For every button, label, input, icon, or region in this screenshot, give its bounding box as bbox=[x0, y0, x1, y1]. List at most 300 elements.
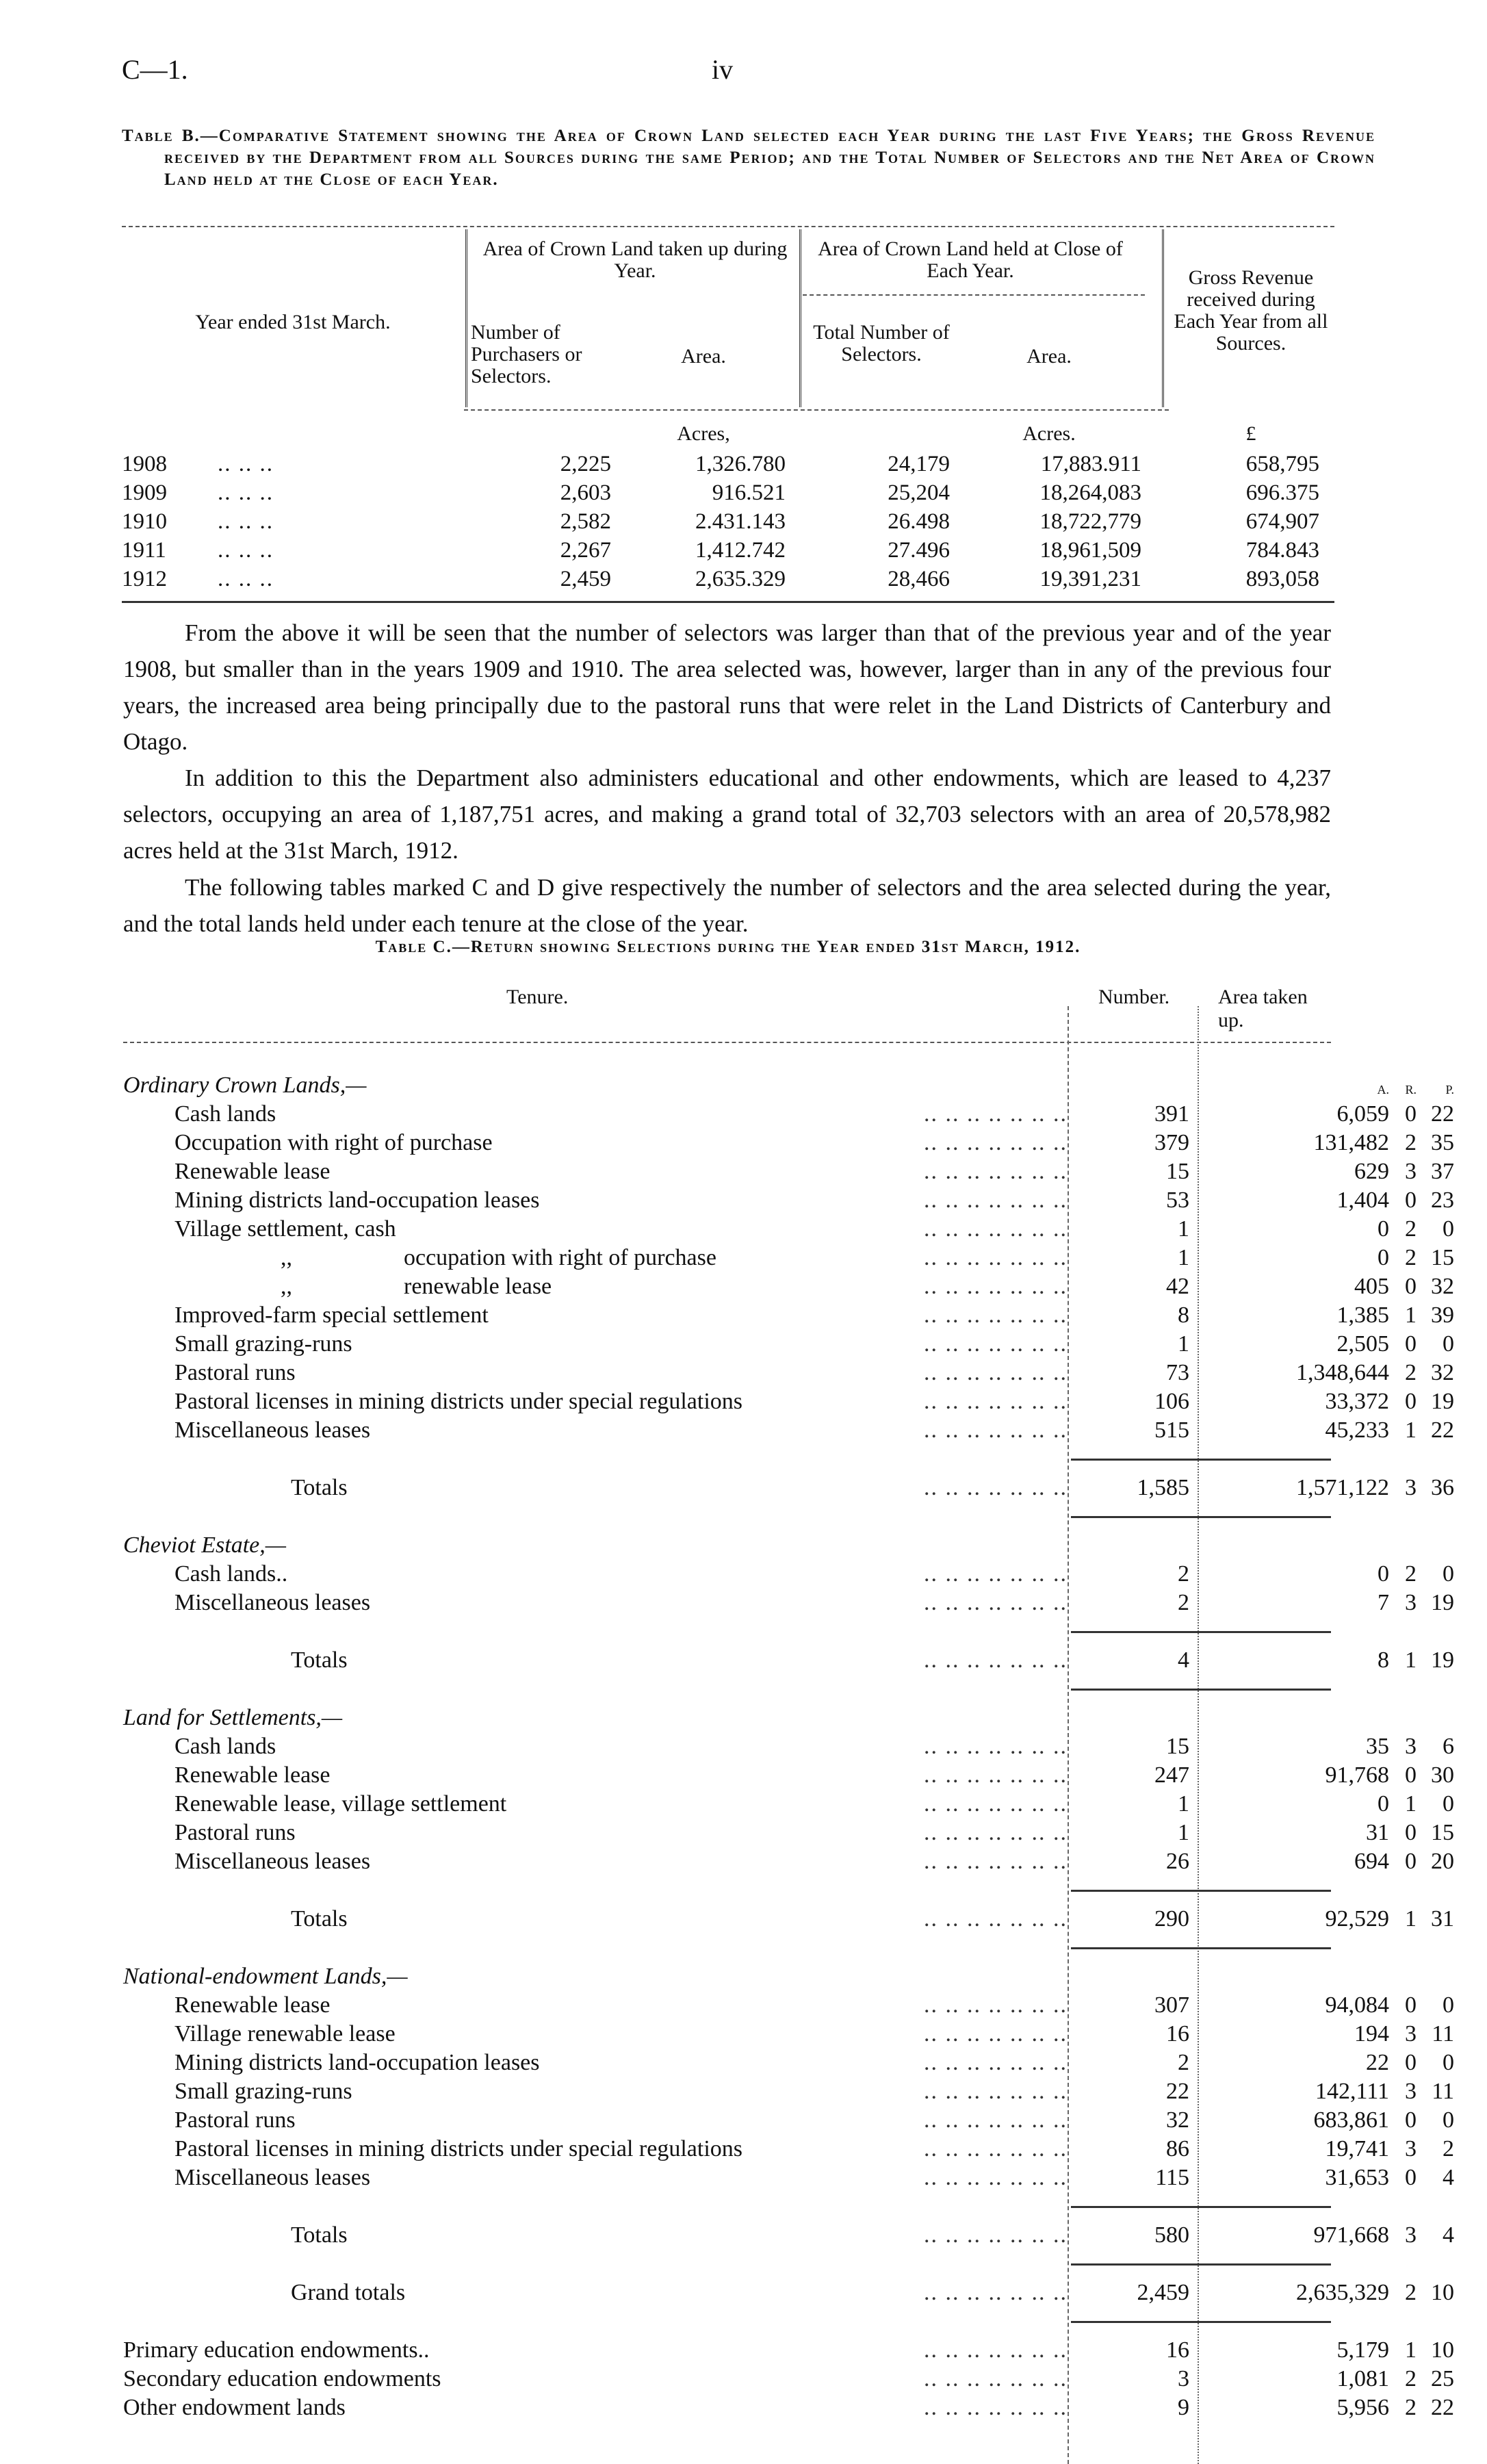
number-cell: 73 bbox=[1166, 1360, 1189, 1385]
total-rule bbox=[1071, 1459, 1331, 1461]
acres-cell: 2,635,329 bbox=[1296, 2280, 1389, 2305]
table-row bbox=[123, 1531, 1331, 1560]
roods-cell: 3 bbox=[1405, 2136, 1417, 2161]
acres-cell: 35 bbox=[1366, 1734, 1389, 1759]
perches-cell: 2 bbox=[1443, 2136, 1454, 2161]
acres-cell: 194 bbox=[1354, 2021, 1389, 2046]
perches-cell: 30 bbox=[1431, 1762, 1454, 1788]
roods-cell: 1 bbox=[1405, 1906, 1417, 1932]
area-taken-cell: 2,635.329 bbox=[695, 567, 786, 591]
roods-cell: 0 bbox=[1405, 2050, 1417, 2075]
perches-cell: 25 bbox=[1431, 2366, 1454, 2391]
table-row bbox=[122, 480, 1334, 509]
table-row bbox=[123, 1474, 1454, 1502]
year-cell: 1909 bbox=[122, 480, 167, 505]
number-cell: 8 bbox=[1178, 1302, 1189, 1328]
total-rule bbox=[1071, 1689, 1331, 1691]
area-taken-cell: 916.521 bbox=[712, 480, 786, 505]
roods-cell: 1 bbox=[1405, 1417, 1417, 1443]
number-cell: 42 bbox=[1166, 1274, 1189, 1299]
acres-cell: 45,233 bbox=[1325, 1417, 1389, 1443]
table-row bbox=[123, 2135, 1454, 2164]
tenure-label: Miscellaneous leases bbox=[174, 1589, 376, 1617]
table-row bbox=[123, 1790, 1454, 1819]
leader-dots: .. .. .. .. .. .. .. bbox=[924, 2021, 1068, 2046]
table-row bbox=[123, 1272, 1454, 1301]
tenure-label: Village settlement, cash bbox=[174, 1215, 402, 1244]
year-cell: 1910 bbox=[122, 509, 167, 534]
tenure-label bbox=[281, 1244, 722, 1272]
acres-cell: 0 bbox=[1378, 1561, 1389, 1587]
perches-cell: 22 bbox=[1431, 1101, 1454, 1127]
number-cell: 86 bbox=[1166, 2136, 1189, 2161]
table-row bbox=[123, 2077, 1454, 2106]
table-row bbox=[123, 2279, 1454, 2307]
roods-cell: 0 bbox=[1405, 1331, 1417, 1357]
perches-cell: 0 bbox=[1443, 1561, 1454, 1587]
document-reference: C—1. bbox=[122, 54, 188, 85]
table-row bbox=[123, 1071, 1454, 1100]
total-selectors-cell: 26.498 bbox=[888, 509, 950, 534]
acres-cell: 22 bbox=[1366, 2050, 1389, 2075]
roods-cell: 1 bbox=[1405, 2337, 1417, 2363]
table-c-caption: Table C.—Return showing Selections during the Year ended 31st March, 1912. bbox=[375, 938, 1081, 956]
table-row bbox=[123, 1129, 1454, 1157]
total-rule bbox=[1071, 1631, 1331, 1633]
leader-dots: .. .. .. .. .. .. .. bbox=[924, 2107, 1068, 2133]
number-cell: 391 bbox=[1154, 1101, 1189, 1127]
perches-cell: 32 bbox=[1431, 1360, 1454, 1385]
leader-dots: .. .. .. .. .. .. .. bbox=[924, 2280, 1068, 2305]
table-row bbox=[123, 1244, 1454, 1272]
header-total-selectors: Total Number of Selectors. bbox=[813, 321, 950, 365]
revenue-cell: 784.843 bbox=[1245, 538, 1319, 563]
acres-cell: 31,653 bbox=[1325, 2165, 1389, 2190]
table-row bbox=[122, 509, 1334, 538]
number-cell: 515 bbox=[1154, 1417, 1189, 1443]
leader-dots: .. .. .. .. .. .. .. bbox=[924, 2136, 1068, 2161]
number-cell: 26 bbox=[1166, 1849, 1189, 1874]
year-cell: 1912 bbox=[122, 567, 167, 591]
table-row bbox=[123, 1732, 1454, 1761]
leader-dots: .. .. .. .. .. .. .. bbox=[924, 1389, 1068, 1414]
acres-cell: 0 bbox=[1378, 1245, 1389, 1270]
acres-cell: 33,372 bbox=[1325, 1389, 1389, 1414]
totals-label: Grand totals bbox=[291, 2279, 411, 2307]
roods-cell: 3 bbox=[1405, 1734, 1417, 1759]
perches-cell: 0 bbox=[1443, 1791, 1454, 1817]
header-area-held: Area. bbox=[1026, 345, 1072, 368]
revenue-cell: 893,058 bbox=[1245, 567, 1319, 591]
section-heading: Ordinary Crown Lands,— bbox=[123, 1071, 372, 1100]
acres-cell: 0 bbox=[1378, 1791, 1389, 1817]
leader-dots: .. .. .. .. .. .. .. bbox=[924, 1762, 1068, 1788]
roods-cell: 0 bbox=[1405, 1188, 1417, 1213]
column-divider bbox=[465, 229, 467, 407]
tenure-label: Cash lands bbox=[174, 1100, 281, 1129]
acres-cell: 629 bbox=[1354, 1159, 1389, 1184]
table-row bbox=[123, 2365, 1454, 2394]
perches-cell: 11 bbox=[1432, 2021, 1454, 2046]
leader-dots: .. .. .. bbox=[218, 509, 274, 534]
tenure-label: Pastoral runs bbox=[174, 1359, 301, 1387]
leader-dots: .. .. .. .. .. .. .. bbox=[924, 2337, 1068, 2363]
tenure-label: Small grazing-runs bbox=[174, 2077, 358, 2106]
acres-cell: 94,084 bbox=[1325, 1992, 1389, 2018]
leader-dots: .. .. .. .. .. .. .. bbox=[924, 2079, 1068, 2104]
roods-cell: 2 bbox=[1405, 1360, 1417, 1385]
number-cell: 4 bbox=[1178, 1647, 1189, 1673]
perches-cell: 36 bbox=[1431, 1475, 1454, 1500]
leader-dots: .. .. .. .. .. .. .. bbox=[924, 1734, 1068, 1759]
acres-cell: 31 bbox=[1366, 1820, 1389, 1845]
header-year: Year ended 31st March. bbox=[195, 311, 391, 333]
revenue-cell: 658,795 bbox=[1245, 452, 1319, 476]
roods-cell: 1 bbox=[1405, 1647, 1417, 1673]
column-divider bbox=[799, 229, 801, 407]
acres-cell: 1,571,122 bbox=[1296, 1475, 1389, 1500]
leader-dots: .. .. .. .. .. .. .. bbox=[924, 1302, 1068, 1328]
leader-dots: .. .. .. .. .. .. .. bbox=[924, 1590, 1068, 1615]
number-cell: 53 bbox=[1166, 1188, 1189, 1213]
number-cell: 1,585 bbox=[1137, 1475, 1189, 1500]
total-selectors-cell: 25,204 bbox=[888, 480, 950, 505]
table-rule bbox=[123, 1042, 1331, 1043]
roods-cell: 0 bbox=[1405, 1849, 1417, 1874]
table-row bbox=[123, 2336, 1454, 2365]
total-rule bbox=[1071, 1890, 1331, 1892]
section-heading: Cheviot Estate,— bbox=[123, 1531, 292, 1560]
table-row bbox=[123, 1646, 1454, 1675]
number-cell: 15 bbox=[1166, 1159, 1189, 1184]
perches-cell: 35 bbox=[1431, 1130, 1454, 1155]
table-row bbox=[123, 2106, 1454, 2135]
purchasers-cell: 2,267 bbox=[560, 538, 611, 563]
number-cell: 1 bbox=[1178, 1820, 1189, 1845]
acres-cell: 5,956 bbox=[1336, 2395, 1389, 2420]
purchasers-cell: 2,459 bbox=[560, 567, 611, 591]
purchasers-cell: 2,582 bbox=[560, 509, 611, 534]
number-cell: 1 bbox=[1178, 1791, 1189, 1817]
leader-dots: .. .. .. .. .. .. .. bbox=[924, 1101, 1068, 1127]
leader-dots: .. .. .. bbox=[218, 452, 274, 476]
total-rule bbox=[1071, 1516, 1331, 1518]
column-divider bbox=[1162, 229, 1164, 407]
number-cell: 22 bbox=[1166, 2079, 1189, 2104]
tenure-label: Miscellaneous leases bbox=[174, 1416, 376, 1445]
roods-cell: 0 bbox=[1405, 1992, 1417, 2018]
paragraph: The following tables marked C and D give respectively the number of selectors and the area selected during the year, and the total lands held under each tenure at the close of the year. bbox=[123, 874, 1331, 937]
header-revenue: Gross Revenue received during Each Year from all Sources. bbox=[1174, 266, 1328, 355]
leader-dots: .. .. .. .. .. .. .. bbox=[924, 2165, 1068, 2190]
acres-cell: 1,404 bbox=[1336, 1188, 1389, 1213]
area-held-cell: 18,961,509 bbox=[1039, 538, 1141, 563]
tenure-label: Other endowment lands bbox=[123, 2394, 351, 2422]
tenure-label: Primary education endowments.. bbox=[123, 2336, 435, 2365]
table-row bbox=[123, 1761, 1454, 1790]
number-cell: 32 bbox=[1166, 2107, 1189, 2133]
table-row bbox=[123, 1589, 1454, 1617]
perches-cell: 19 bbox=[1431, 1647, 1454, 1673]
unit-acres: Acres. bbox=[1022, 422, 1076, 445]
tenure-text: occupation with right of purchase bbox=[404, 1245, 716, 1270]
roods-cell: 0 bbox=[1405, 2107, 1417, 2133]
roods-cell: 0 bbox=[1405, 1274, 1417, 1299]
perches-cell: 4 bbox=[1443, 2165, 1454, 2190]
unit-roods: R. bbox=[1405, 1083, 1417, 1096]
header-held-group: Area of Crown Land held at Close of Each Year. bbox=[818, 238, 1123, 282]
ditto-mark: ,, bbox=[281, 1274, 292, 1299]
perches-cell: 6 bbox=[1443, 1734, 1454, 1759]
perches-cell: 19 bbox=[1431, 1389, 1454, 1414]
acres-cell: 694 bbox=[1354, 1849, 1389, 1874]
roods-cell: 2 bbox=[1405, 2395, 1417, 2420]
paragraph: From the above it will be seen that the number of selectors was larger than that of the previous year and of the year 1908, but smaller than in the years 1909 and 1910. The area selected was, however, larger than in any of the previous four years, the increased area being principally due to the pastoral runs that were relet in the Land Districts of Canterbury and Otago. bbox=[123, 619, 1331, 755]
acres-cell: 8 bbox=[1378, 1647, 1389, 1673]
header-area-taken: Area. bbox=[681, 345, 726, 368]
header-purchasers: Number of Purchasers or Selectors. bbox=[471, 321, 582, 387]
leader-dots: .. .. .. .. .. .. .. bbox=[924, 2050, 1068, 2075]
perches-cell: 10 bbox=[1431, 2337, 1454, 2363]
area-held-cell: 19,391,231 bbox=[1039, 567, 1141, 591]
tenure-label: Miscellaneous leases bbox=[174, 2164, 376, 2192]
leader-dots: .. .. .. .. .. .. .. bbox=[924, 1791, 1068, 1817]
tenure-label: Mining districts land-occupation leases bbox=[174, 2049, 545, 2077]
roods-cell: 0 bbox=[1405, 1101, 1417, 1127]
number-cell: 2 bbox=[1178, 1561, 1189, 1587]
perches-cell: 11 bbox=[1432, 2079, 1454, 2104]
total-selectors-cell: 24,179 bbox=[888, 452, 950, 476]
perches-cell: 20 bbox=[1431, 1849, 1454, 1874]
roods-cell: 2 bbox=[1405, 2366, 1417, 2391]
tenure-label: Small grazing-runs bbox=[174, 1330, 358, 1359]
unit-acres: A. bbox=[1377, 1083, 1389, 1096]
number-cell: 247 bbox=[1154, 1762, 1189, 1788]
roods-cell: 3 bbox=[1405, 1475, 1417, 1500]
tenure-text: renewable lease bbox=[404, 1274, 552, 1299]
perches-cell: 10 bbox=[1431, 2280, 1454, 2305]
table-row bbox=[123, 1560, 1454, 1589]
perches-cell: 15 bbox=[1431, 1820, 1454, 1845]
acres-cell: 405 bbox=[1354, 1274, 1389, 1299]
table-row bbox=[123, 1416, 1454, 1445]
roods-cell: 2 bbox=[1405, 1216, 1417, 1242]
acres-cell: 19,741 bbox=[1325, 2136, 1389, 2161]
number-cell: 290 bbox=[1154, 1906, 1189, 1932]
area-held-cell: 17,883.911 bbox=[1040, 452, 1141, 476]
leader-dots: .. .. .. .. .. .. .. bbox=[924, 1475, 1068, 1500]
table-row bbox=[122, 452, 1334, 480]
table-row bbox=[123, 2394, 1454, 2422]
table-rule bbox=[122, 601, 1334, 603]
leader-dots: .. .. .. bbox=[218, 538, 274, 563]
leader-dots: .. .. .. .. .. .. .. bbox=[924, 1331, 1068, 1357]
table-row bbox=[123, 2049, 1454, 2077]
leader-dots: .. .. .. .. .. .. .. bbox=[924, 1992, 1068, 2018]
number-cell: 3 bbox=[1178, 2366, 1189, 2391]
leader-dots: .. .. .. .. .. .. .. bbox=[924, 1561, 1068, 1587]
tenure-label: Secondary education endowments bbox=[123, 2365, 447, 2394]
table-rule bbox=[464, 409, 1169, 411]
table-row bbox=[123, 2020, 1454, 2049]
number-cell: 379 bbox=[1154, 1130, 1189, 1155]
number-cell: 2 bbox=[1178, 1590, 1189, 1615]
acres-cell: 683,861 bbox=[1313, 2107, 1389, 2133]
total-rule bbox=[1071, 2321, 1331, 2323]
leader-dots: .. .. .. .. .. .. .. bbox=[924, 1188, 1068, 1213]
roods-cell: 3 bbox=[1405, 2222, 1417, 2248]
leader-dots: .. .. .. .. .. .. .. bbox=[924, 1274, 1068, 1299]
table-row bbox=[123, 1301, 1454, 1330]
roods-cell: 0 bbox=[1405, 1820, 1417, 1845]
number-cell: 115 bbox=[1155, 2165, 1189, 2190]
total-rule bbox=[1071, 2263, 1331, 2266]
roods-cell: 1 bbox=[1405, 1791, 1417, 1817]
year-cell: 1911 bbox=[122, 538, 166, 563]
section-heading: Land for Settlements,— bbox=[123, 1704, 348, 1732]
leader-dots: .. .. .. .. .. .. .. bbox=[924, 1216, 1068, 1242]
table-row bbox=[123, 1905, 1454, 1934]
section-heading: National-endowment Lands,— bbox=[123, 1962, 413, 1991]
tenure-label: Pastoral licenses in mining districts under special regulations bbox=[174, 1387, 748, 1416]
roods-cell: 2 bbox=[1405, 1245, 1417, 1270]
table-row bbox=[123, 1847, 1454, 1876]
acres-cell: 92,529 bbox=[1325, 1906, 1389, 1932]
ditto-mark: ,, bbox=[281, 1245, 292, 1270]
leader-dots: .. .. .. .. .. .. .. bbox=[924, 2366, 1068, 2391]
acres-cell: 6,059 bbox=[1336, 1101, 1389, 1127]
year-cell: 1908 bbox=[122, 452, 167, 476]
roods-cell: 3 bbox=[1405, 2021, 1417, 2046]
acres-cell: 91,768 bbox=[1325, 1762, 1389, 1788]
table-row bbox=[123, 1157, 1454, 1186]
table-row bbox=[123, 1100, 1454, 1129]
table-row bbox=[123, 1704, 1331, 1732]
leader-dots: .. .. .. .. .. .. .. bbox=[924, 1130, 1068, 1155]
table-rule bbox=[122, 226, 1334, 227]
perches-cell: 4 bbox=[1443, 2222, 1454, 2248]
totals-label: Totals bbox=[291, 2221, 353, 2250]
perches-cell: 37 bbox=[1431, 1159, 1454, 1184]
unit-pounds: £ bbox=[1245, 422, 1256, 445]
roods-cell: 0 bbox=[1405, 1389, 1417, 1414]
number-cell: 307 bbox=[1154, 1992, 1189, 2018]
roods-cell: 3 bbox=[1405, 2079, 1417, 2104]
tenure-label: Pastoral runs bbox=[174, 1819, 301, 1847]
number-cell: 580 bbox=[1154, 2222, 1189, 2248]
area-held-cell: 18,722,779 bbox=[1039, 509, 1141, 534]
perches-cell: 31 bbox=[1431, 1906, 1454, 1932]
number-cell: 1 bbox=[1178, 1331, 1189, 1357]
acres-cell: 1,385 bbox=[1336, 1302, 1389, 1328]
leader-dots: .. .. .. bbox=[218, 480, 274, 505]
perches-cell: 19 bbox=[1431, 1590, 1454, 1615]
leader-dots: .. .. .. .. .. .. .. bbox=[924, 1849, 1068, 1874]
number-cell: 15 bbox=[1166, 1734, 1189, 1759]
tenure-label: Renewable lease bbox=[174, 1157, 336, 1186]
header-area: Area taken up. bbox=[1218, 986, 1308, 1031]
tenure-label: Renewable lease bbox=[174, 1991, 336, 2020]
table-row bbox=[123, 1215, 1454, 1244]
table-row bbox=[123, 1991, 1454, 2020]
total-selectors-cell: 27.496 bbox=[888, 538, 950, 563]
acres-cell: 1,348,644 bbox=[1296, 1360, 1389, 1385]
table-row bbox=[123, 2221, 1454, 2250]
tenure-label: Pastoral runs bbox=[174, 2106, 301, 2135]
page-number: iv bbox=[712, 54, 734, 85]
number-cell: 1 bbox=[1178, 1245, 1189, 1270]
area-taken-cell: 1,412.742 bbox=[695, 538, 786, 563]
area-taken-cell: 2.431.143 bbox=[695, 509, 786, 534]
perches-cell: 22 bbox=[1431, 1417, 1454, 1443]
leader-dots: .. .. .. .. .. .. .. bbox=[924, 1906, 1068, 1932]
acres-cell: 0 bbox=[1378, 1216, 1389, 1242]
perches-cell: 0 bbox=[1443, 1992, 1454, 2018]
leader-dots: .. .. .. .. .. .. .. bbox=[924, 1647, 1068, 1673]
total-rule bbox=[1071, 1947, 1331, 1949]
acres-cell: 2,505 bbox=[1336, 1331, 1389, 1357]
header-tenure: Tenure. bbox=[506, 986, 569, 1008]
tenure-label: Cash lands.. bbox=[174, 1560, 293, 1589]
revenue-cell: 696.375 bbox=[1245, 480, 1319, 505]
tenure-label: Village renewable lease bbox=[174, 2020, 401, 2049]
number-cell: 2 bbox=[1178, 2050, 1189, 2075]
table-row bbox=[123, 1330, 1454, 1359]
tenure-label: Pastoral licenses in mining districts under special regulations bbox=[174, 2135, 748, 2164]
acres-cell: 5,179 bbox=[1336, 2337, 1389, 2363]
tenure-label: Occupation with right of purchase bbox=[174, 1129, 498, 1157]
number-cell: 2,459 bbox=[1137, 2280, 1189, 2305]
table-row bbox=[123, 1819, 1454, 1847]
paragraph: In addition to this the Department also administers educational and other endowments, which are leased to 4,237 selectors, occupying an area of 1,187,751 acres, and making a grand total of 32,703 selectors with an area of 20,578,982 acres held at the 31st March, 1912. bbox=[123, 765, 1331, 864]
totals-label: Totals bbox=[291, 1905, 353, 1934]
leader-dots: .. .. .. bbox=[218, 567, 274, 591]
number-cell: 16 bbox=[1166, 2021, 1189, 2046]
table-row bbox=[123, 1387, 1454, 1416]
leader-dots: .. .. .. .. .. .. .. bbox=[924, 2395, 1068, 2420]
table-row bbox=[123, 2164, 1454, 2192]
acres-cell: 142,111 bbox=[1315, 2079, 1389, 2104]
totals-label: Totals bbox=[291, 1474, 353, 1502]
table-b-caption: Table B.—Comparative Statement showing the Area of Crown Land selected each Year during the last Five Years; the Gross Revenue received by the Department from all Sources during the same Period; and the Total Number of Selectors and the Net Area of Crown Land held at the Close of each Year. bbox=[122, 127, 1375, 189]
roods-cell: 1 bbox=[1405, 1302, 1417, 1328]
table-row bbox=[122, 567, 1334, 595]
roods-cell: 3 bbox=[1405, 1159, 1417, 1184]
roods-cell: 2 bbox=[1405, 1561, 1417, 1587]
acres-cell: 131,482 bbox=[1313, 1130, 1389, 1155]
tenure-label: Mining districts land-occupation leases bbox=[174, 1186, 545, 1215]
tenure-label: Renewable lease bbox=[174, 1761, 336, 1790]
header-taken-up-group: Area of Crown Land taken up during Year. bbox=[482, 238, 788, 282]
area-held-cell: 18,264,083 bbox=[1039, 480, 1141, 505]
table-row bbox=[123, 1359, 1454, 1387]
tenure-label: Improved-farm special settlement bbox=[174, 1301, 494, 1330]
total-rule bbox=[1071, 2206, 1331, 2208]
number-cell: 1 bbox=[1178, 1216, 1189, 1242]
perches-cell: 0 bbox=[1443, 1216, 1454, 1242]
leader-dots: .. .. .. .. .. .. .. bbox=[924, 1159, 1068, 1184]
revenue-cell: 674,907 bbox=[1245, 509, 1319, 534]
unit-perches: P. bbox=[1445, 1083, 1454, 1096]
table-row bbox=[123, 1186, 1454, 1215]
table-row bbox=[123, 1962, 1331, 1991]
number-cell: 9 bbox=[1178, 2395, 1189, 2420]
table-rule bbox=[803, 294, 1145, 296]
acres-cell: 7 bbox=[1378, 1590, 1389, 1615]
perches-cell: 0 bbox=[1443, 2050, 1454, 2075]
purchasers-cell: 2,225 bbox=[560, 452, 611, 476]
totals-label: Totals bbox=[291, 1646, 353, 1675]
